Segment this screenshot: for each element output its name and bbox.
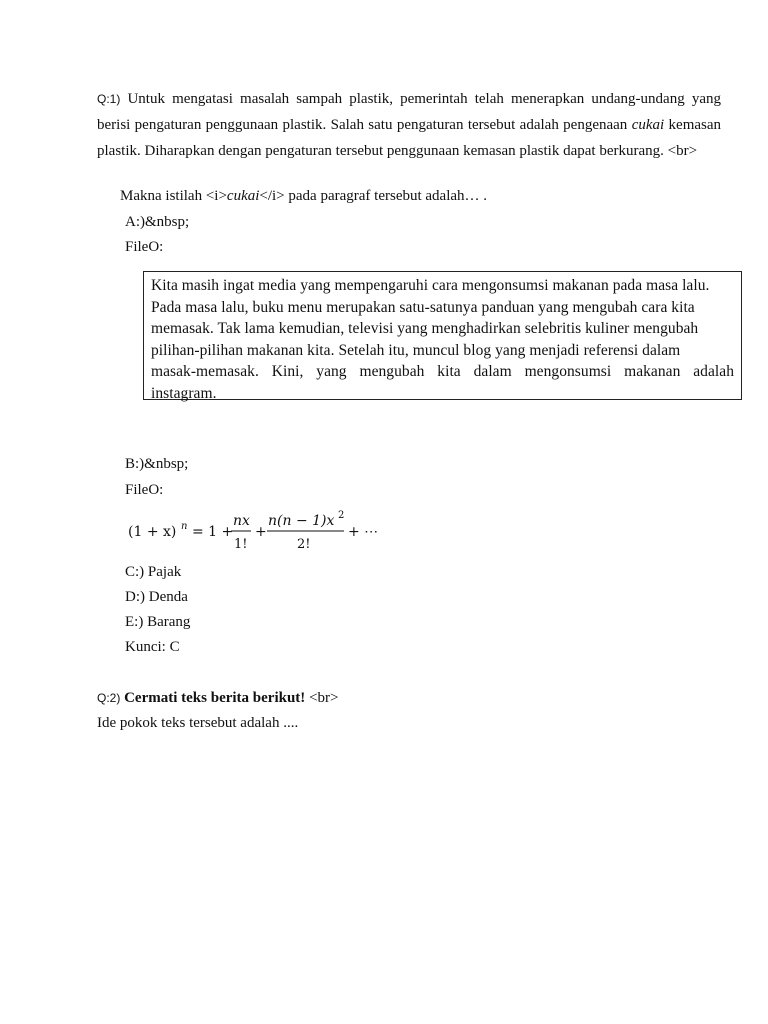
prompt-pre: Makna istilah <i> bbox=[120, 188, 227, 204]
formula-lhs: (1 + x) bbox=[128, 524, 177, 540]
binomial-formula bbox=[127, 508, 387, 554]
option-d: D:) Denda bbox=[125, 589, 188, 605]
formula-equals: = 1 + bbox=[192, 524, 234, 540]
question-1-text: Untuk mengatasi masalah sampah plastik, pemerintah telah menerapkan undang-undang yang berisi pengaturan penggunaan plastik. Salah satu pengaturan tersebut adalah pengenaan bbox=[97, 91, 721, 133]
formula-frac1-numerator: nx bbox=[233, 513, 250, 529]
formula-plus: + bbox=[255, 524, 267, 540]
formula-frac1-denominator: 1! bbox=[234, 537, 248, 552]
option-b-label: B:)&nbsp; bbox=[125, 456, 189, 472]
question-2-prompt: Ide pokok teks tersebut adalah .... bbox=[97, 715, 299, 731]
question-1-tag: Q:1) bbox=[97, 92, 121, 106]
prompt-italic-term: cukai bbox=[226, 188, 260, 204]
option-e: E:) Barang bbox=[125, 614, 191, 630]
passage-line: pilihan-pilihan makanan kita. Setelah itu, muncul blog yang menjadi referensi dalam bbox=[151, 341, 681, 359]
question-1-text-continued: kemasan plastik. Diharapkan dengan pengaturan tersebut penggunaan kemasan plastik dapat berkurang. <br> bbox=[97, 117, 722, 159]
passage-line: Pada masa lalu, buku menu merupakan satu-satunya panduan yang mengubah cara kita bbox=[151, 298, 695, 316]
question-2-tag: Q:2) bbox=[97, 691, 121, 705]
option-c: C:) Pajak bbox=[125, 564, 182, 580]
formula-frac2-denominator: 2! bbox=[297, 537, 311, 552]
passage-line: masak-memasak. Kini, yang mengubah kita dalam mengonsumsi makanan adalah bbox=[151, 363, 734, 380]
option-a-file-label: FileO: bbox=[125, 239, 164, 255]
answer-key: Kunci: C bbox=[125, 639, 180, 655]
passage-line: instagram. bbox=[151, 384, 217, 402]
passage-line: Kita masih ingat media yang mempengaruhi cara mengonsumsi makanan pada masa lalu. bbox=[151, 277, 710, 294]
question-1-prompt bbox=[120, 186, 487, 206]
reading-passage-box bbox=[143, 271, 742, 400]
prompt-post: </i> pada paragraf tersebut adalah… . bbox=[259, 188, 488, 204]
question-1-italic-term: cukai bbox=[631, 117, 665, 133]
question-2-bold-text: Cermati teks berita berikut! bbox=[124, 690, 306, 706]
question-1-paragraph bbox=[97, 86, 721, 164]
question-2-heading bbox=[97, 688, 338, 708]
question-2-br-text: <br> bbox=[305, 690, 339, 706]
formula-lhs-exponent: n bbox=[181, 521, 188, 532]
option-a-label: A:)&nbsp; bbox=[125, 214, 190, 230]
formula-tail: + ⋯ bbox=[348, 524, 379, 540]
passage-line: memasak. Tak lama kemudian, televisi yang menghadirkan selebritis kuliner mengubah bbox=[151, 320, 699, 337]
option-b-file-label: FileO: bbox=[125, 482, 164, 498]
formula-frac2-exponent: 2 bbox=[338, 510, 345, 521]
formula-frac2-numerator: n(n − 1)x bbox=[268, 513, 335, 529]
